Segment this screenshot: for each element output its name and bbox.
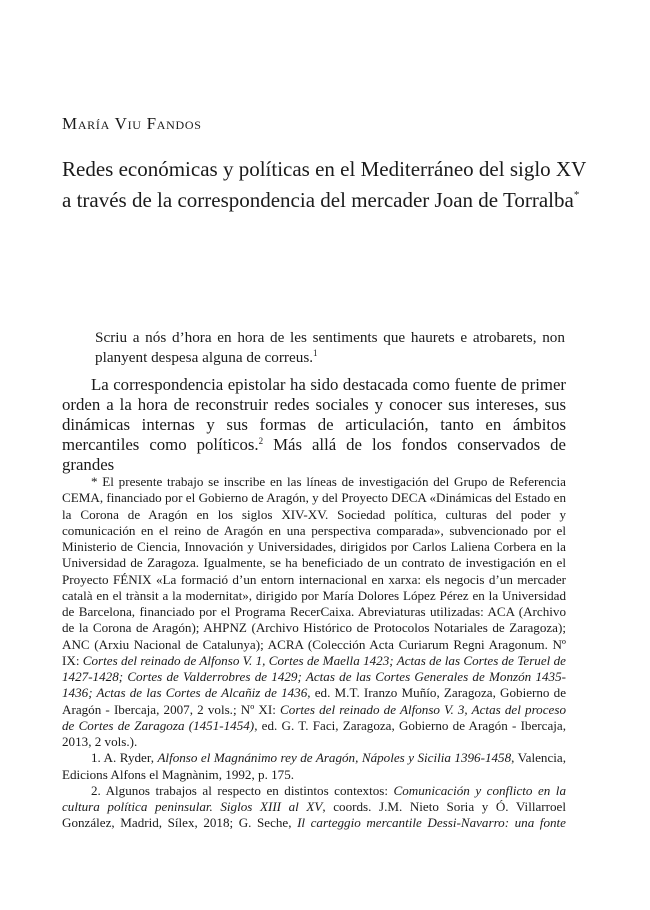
footnote-1 <box>62 750 566 783</box>
footnotes <box>62 474 566 832</box>
footnote-1-italic: Alfonso el Magnánimo rey de Aragón, Nápoles y Sicilia 1396-1458 <box>157 750 512 766</box>
footnote-star-text-3: , ed. G. T. Faci, Zaragoza, Gobierno de Aragón - Ibercaja, 2013, 2 vols.). <box>62 717 566 749</box>
body-text <box>62 375 566 475</box>
footnote-2-italic-2: Il carteggio mercantile Dessi-Navarro: una fonte <box>297 815 566 831</box>
body-paragraph <box>62 375 566 475</box>
body-text-b: Más allá de los fondos conservados de grandes <box>62 435 566 474</box>
footnote-2 <box>62 783 566 832</box>
footnote-star <box>62 474 566 750</box>
footnote-ref-1: 1 <box>313 348 318 358</box>
footnote-1-text-1: 1. A. Ryder, <box>91 750 158 766</box>
body-text-a: La correspondencia epistolar ha sido destacada como fuente de primer orden a la hora de reconstruir redes sociales y conocer sus intereses, sus dinámicas internas y sus formas de articulación, tanto en ámbitos mercantiles como políticos. <box>62 375 566 454</box>
title-footnote-mark: * <box>573 189 580 201</box>
author-name: María Viu Fandos <box>62 114 202 133</box>
footnote-star-text-2: , ed. M.T. Iranzo Muñío, Zaragoza, Gobierno de Aragón - Ibercaja, 2007, 2 vols.; Nº XI: <box>62 685 567 717</box>
title-text: Redes económicas y políticas en el Mediterráneo del siglo XV a través de la correspondencia del mercader Joan de Torralba <box>62 157 586 212</box>
article-title <box>62 156 592 213</box>
footnote-2-italic-1: Comunicación y conflicto en la cultura política peninsular. Siglos XIII al XV <box>62 782 566 814</box>
footnote-2-text-1: 2. Algunos trabajos al respecto en distintos contextos: <box>91 782 394 798</box>
footnote-2-text-2: , coords. J.M. Nieto Soria y Ó. Villarroel González, Madrid, Sílex, 2018; G. Seche, <box>62 799 566 831</box>
footnote-star-text-1: * El presente trabajo se inscribe en las líneas de investigación del Grupo de Referencia CEMA, financiado por el Gobierno de Aragón, y del Proyecto DECA «Dinámicas del Estado en la Corona de Aragón en los siglos XIV-XV. Sociedad política, culturas del poder y comunicación en el reino de Aragón en una perspectiva comparada», subvencionado por el Ministerio de Ciencia, Innovación y Universidades, dirigidos por Carlos Laliena Corbera en la Universidad de Zaragoza. Igualmente, se ha beneficiado de un contrato de investigación en el Proyecto FÉNIX «La formació d’un entorn internacional en xarxa: els negocis d’un mercader català en el trànsit a la modernitat», dirigido por María Dolores López Pérez en la Universidad de Barcelona, financiado por el Programa RecerCaixa. Abreviaturas utilizadas: ACA (Archivo de la Corona de Aragón); AHPNZ (Archivo Histórico de Protocolos Notariales de Zaragoza); ANC (Arxiu Nacional de Catalunya); ACRA (Colección Acta Curiarum Regni Aragonum. Nº IX: <box>62 474 566 668</box>
footnote-star-italic-2: Cortes del reinado de Alfonso V. 3, Actas del proceso de Cortes de Zaragoza (1451-1454) <box>62 701 566 733</box>
footnote-star-italic-1: Cortes del reinado de Alfonso V. 1, Cortes de Maella 1423; Actas de las Cortes de Teruel de 1427-1428; Cortes de Valderrobres de 1429; Actas de las Cortes Generales de Monzón 1435-1436; Actas de las Cortes de Alcañiz de 1436 <box>62 652 566 701</box>
footnote-ref-2: 2 <box>258 436 264 446</box>
epigraph <box>95 328 565 368</box>
epigraph-text: Scriu a nós d’hora en hora de les sentiments que haurets e atrobarets, non planyent despesa alguna de correus. <box>95 329 565 366</box>
footnote-1-text-2: , Valencia, Edicions Alfons el Magnànim, 1992, p. 175. <box>62 750 566 782</box>
